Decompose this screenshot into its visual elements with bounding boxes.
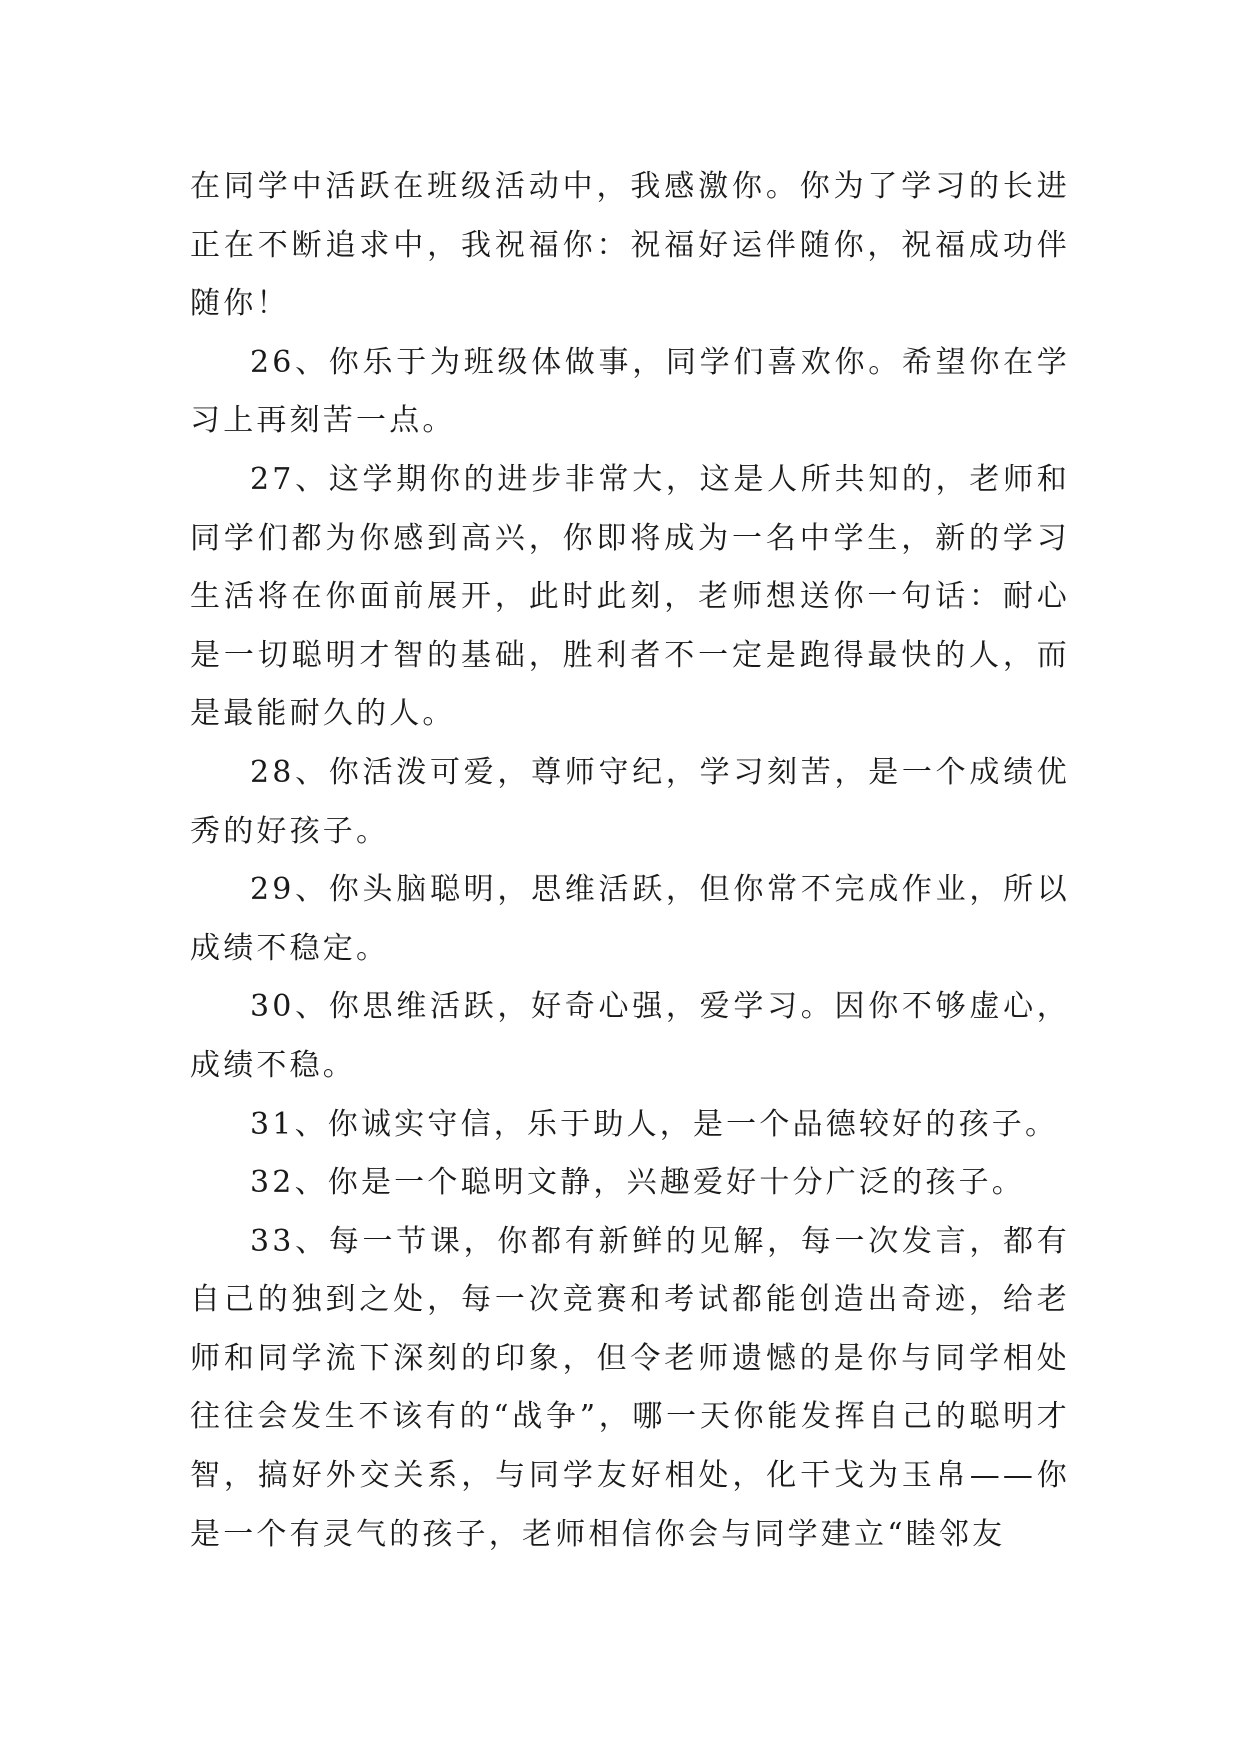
paragraph-28: 28、你活泼可爱，尊师守纪，学习刻苦，是一个成绩优秀的好孩子。 bbox=[190, 754, 1070, 849]
paragraph-30: 30、你思维活跃，好奇心强，爱学习。因你不够虚心，成绩不稳。 bbox=[190, 989, 1070, 1083]
paragraph-27: 27、这学期你的进步非常大，这是人所共知的，老师和同学们都为你感到高兴，你即将成为一名中学生，新的学习生活将在你面前展开，此时此刻，老师想送你一句话：耐心是一切聪明才智的基础，胜利者不一定是跑得最快的人，而是最能耐久的人。 bbox=[190, 461, 1070, 732]
paragraph-29: 29、你头脑聪明，思维活跃，但你常不完成作业，所以成绩不稳定。 bbox=[190, 872, 1070, 966]
paragraph-32: 32、你是一个聪明文静，兴趣爱好十分广泛的孩子。 bbox=[250, 1165, 1025, 1201]
paragraph-26: 26、你乐于为班级体做事，同学们喜欢你。希望你在学习上再刻苦一点。 bbox=[190, 344, 1070, 439]
paragraph-33: 33、每一节课，你都有新鲜的见解，每一次发言，都有自己的独到之处，每一次竞赛和考试都能创造出奇迹，给老师和同学流下深刻的印象，但令老师遗憾的是你与同学相处往往会发生不该有的“战争”，哪一天你能发挥自己的聪明才智，搞好外交关系，与同学友好相处，化干戈为玉帛——你是一个有灵气的孩子，老师相信你会与同学建立“睦邻友 bbox=[190, 1223, 1070, 1552]
paragraph-31: 31、你诚实守信，乐于助人，是一个品德较好的孩子。 bbox=[250, 1106, 1059, 1142]
paragraph-25-continued: 在同学中活跃在班级活动中，我感激你。你为了学习的长进正在不断追求中，我祝福你：祝福好运伴随你，祝福成功伴随你！ bbox=[190, 169, 1070, 322]
document-body bbox=[190, 158, 1070, 1564]
